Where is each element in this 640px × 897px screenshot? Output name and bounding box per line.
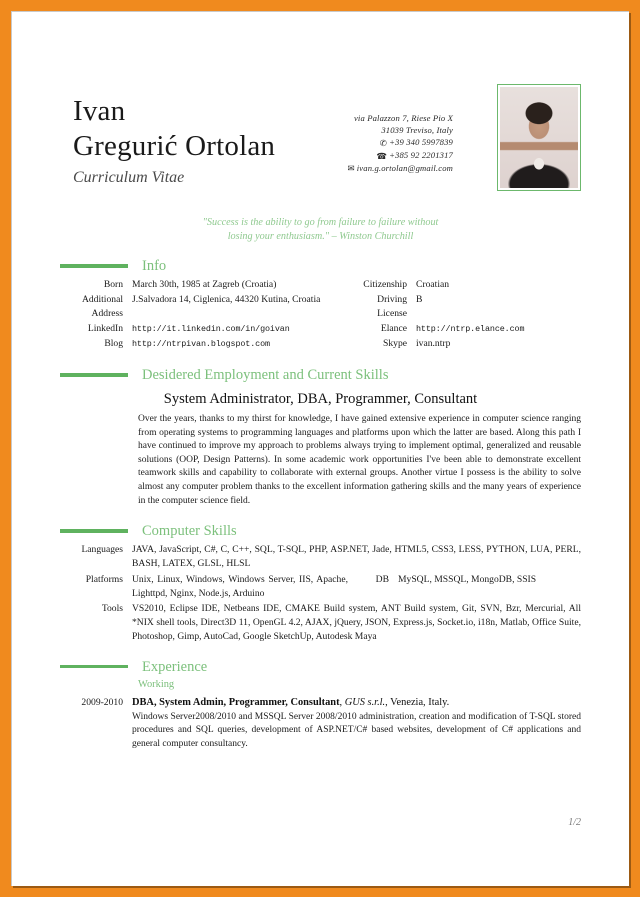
skills-key-languages: Languages — [81, 544, 123, 556]
cv-sheet — [12, 12, 629, 886]
section-rule — [60, 665, 128, 669]
section-rule — [60, 529, 128, 533]
info-value-additional-address: J.Salvadora 14, Ciglenica, 44320 Kutina, Croatia — [132, 294, 321, 305]
contact-address-line2-text: 31039 Treviso, Italy — [381, 125, 453, 136]
info-key-born: Born — [103, 279, 123, 290]
quote-line-1: "Success is the ability to go from failure to failure without — [202, 217, 439, 228]
experience-subsection-working: Working — [138, 678, 175, 690]
section-header-employment — [60, 366, 581, 384]
section-header-computer-skills — [60, 522, 581, 540]
skills-key-tools: Tools — [101, 603, 123, 615]
info-item-driving-license — [354, 293, 581, 321]
info-key-driving-license: Driving License — [377, 294, 407, 319]
section-header-experience — [60, 658, 581, 676]
info-value-citizenship: Croatian — [416, 279, 450, 290]
contact-phone-text: +385 92 2201317 — [389, 150, 453, 161]
info-key-blog: Blog — [104, 338, 123, 349]
skills-row-tools — [60, 602, 581, 643]
section-title-employment: Desidered Employment and Current Skills — [142, 367, 389, 383]
section-title-experience: Experience — [142, 658, 208, 675]
contact-address-line1-text: via Palazzon 7, Riese Pio X — [353, 113, 453, 123]
info-key-elance: Elance — [380, 323, 407, 334]
document-subtitle: Curriculum Vitae — [73, 169, 185, 186]
info-value-skype: ivan.ntrp — [416, 338, 451, 349]
skills-value-tools: VS2010, Eclipse IDE, Netbeans IDE, CMAKE Build system, ANT Build system, Git, SVN, Bzr, Mercurial, All *NIX shell tools, Direct3D 11, OpenGL 4.2, AJAX, jQuery, JSON, Express.js, Socket.io, i18n, Matlab, Office Suite, Photoshop, Gimp, AutoCad, Google SketchUp, Autodesk Maya — [132, 603, 581, 642]
experience-role: DBA, System Admin, Programmer, Consultant — [132, 696, 340, 708]
info-row-born — [60, 278, 581, 293]
info-row-blog — [60, 337, 581, 352]
contact-email[interactable] — [347, 162, 453, 175]
last-name: Gregurić Ortolan — [73, 130, 276, 162]
portrait-photo — [500, 87, 578, 188]
info-value-elance[interactable]: http://ntrp.elance.com — [416, 324, 525, 334]
skills-key-platforms: Platforms — [85, 573, 123, 585]
info-item-citizenship — [354, 278, 581, 292]
info-item-blog — [60, 337, 352, 351]
desired-job-title: System Administrator, DBA, Programmer, Consultant — [163, 391, 478, 407]
section-rule — [60, 373, 128, 377]
skills-row-platforms-db — [60, 573, 581, 601]
info-key-additional-address: Additional Address — [81, 294, 123, 319]
section-rule — [60, 264, 128, 268]
quote-line-2: losing your enthusiasm." – Winston Churchill — [227, 230, 414, 242]
contact-address-line1 — [347, 112, 453, 124]
info-item-elance — [354, 322, 581, 336]
contact-details — [347, 112, 453, 175]
quote-block — [136, 216, 506, 243]
experience-body — [132, 695, 581, 752]
skills-key-db: DB — [375, 573, 389, 585]
info-value-blog[interactable]: http://ntrpivan.blogspot.com — [132, 339, 270, 349]
envelope-icon: ✉ — [347, 163, 355, 174]
contact-address-line2 — [347, 124, 453, 136]
page-number: 1/2 — [568, 817, 581, 828]
cv-page — [11, 11, 629, 886]
info-value-linkedin[interactable]: http://it.linkedin.com/in/goivan — [132, 324, 290, 334]
info-row-linkedin — [60, 322, 581, 337]
info-item-linkedin — [60, 322, 352, 336]
experience-heading: DBA, System Admin, Programmer, Consultant, GUS s.r.l., Venezia, Italy. — [132, 696, 450, 708]
employment-summary-paragraph: Over the years, thanks to my thirst for knowledge, I have gained extensive experience in computer science ranging from operating systems to programming languages and platforms upon which the latter are based. Along this path I have continued to improve my approach to problems always trying to implement optimal, generalized and reusable solutions (OOP, Design Patterns). In some academic work opportunities I've been able to demonstrate excellent teamwork skills and capability to collaborate with external groups. Another virtue I possess is the ability to solve almost any computer problem thanks to the excellent information gathering skills and the many years of experience in the computer science field. — [138, 414, 581, 506]
info-item-additional-address — [60, 293, 352, 321]
skills-value-db: MySQL, MSSQL, MongoDB, SSIS — [398, 573, 537, 585]
mobile-phone-icon: ✆ — [379, 137, 388, 148]
name-block — [73, 94, 275, 190]
skills-row-languages — [60, 543, 581, 571]
info-value-driving-license: B — [416, 294, 423, 305]
experience-entry — [60, 695, 581, 752]
portrait-photo-frame — [497, 84, 581, 191]
skills-value-languages: JAVA, JavaScript, C#, C, C++, SQL, T-SQL, PHP, ASP.NET, Jade, HTML5, CSS3, LESS, PYTHON, LUA, PERL, BASH, LATEX, GLSL, HLSL — [132, 544, 581, 569]
section-header-info — [60, 257, 581, 275]
info-key-linkedin: LinkedIn — [87, 323, 123, 334]
contact-phone — [347, 149, 453, 162]
section-title-info: Info — [142, 258, 167, 274]
computer-skills-grid — [60, 543, 581, 644]
contact-mobile-text: +39 340 5997839 — [389, 137, 453, 148]
cv-header — [60, 64, 581, 204]
skills-value-platforms: Unix, Linux, Windows, Windows Server, IIS, Apache, Lighttpd, Nginx, Node.js, Arduino — [132, 573, 348, 599]
info-key-citizenship: Citizenship — [363, 279, 407, 290]
info-item-born — [60, 278, 352, 292]
experience-company: GUS s.r.l. — [344, 696, 386, 708]
info-row-address — [60, 293, 581, 322]
experience-location: Venezia, Italy. — [390, 696, 450, 708]
experience-description: Windows Server2008/2010 and MSSQL Server 2008/2010 administration, creation and modification of T-SQL stored procedures and SQL queries, development of ASP.NET/C# based websites, development of C# applications and general computer consultancy. — [132, 711, 581, 749]
section-title-computer-skills: Computer Skills — [142, 523, 237, 540]
telephone-icon: ☎ — [376, 150, 388, 161]
contact-email-text: ivan.g.ortolan@gmail.com — [356, 162, 453, 173]
info-value-born: March 30th, 1985 at Zagreb (Croatia) — [132, 279, 277, 290]
experience-date: 2009-2010 — [81, 696, 123, 708]
info-key-skype: Skype — [383, 338, 407, 349]
info-item-skype — [354, 337, 581, 351]
info-grid — [60, 278, 581, 352]
first-name: Ivan — [73, 95, 126, 127]
contact-mobile — [347, 136, 453, 149]
